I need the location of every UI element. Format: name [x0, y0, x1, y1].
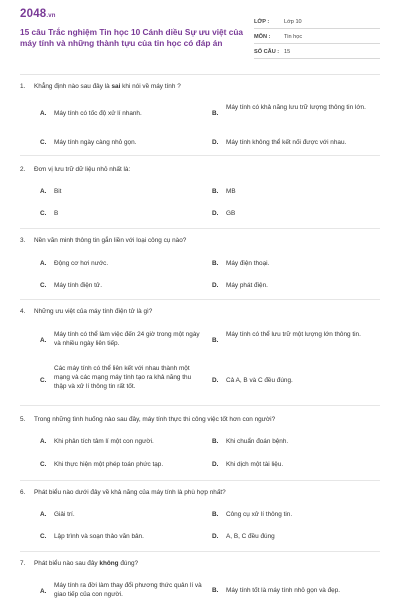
option-letter: A. [40, 188, 47, 195]
option-letter: B. [212, 438, 219, 445]
option-text: Máy tính có thể làm việc đến 24 giờ trong một ngày và nhiều ngày liên tiếp. [54, 331, 200, 347]
option-letter: A. [40, 337, 47, 344]
question-number: 3. [20, 237, 26, 244]
question-emphasis: không [99, 560, 119, 567]
question-divider [20, 480, 380, 481]
option-letter: B. [212, 110, 219, 117]
question-text: Trong những tình huống nào sau đây, máy tính thực thi công việc tốt hơn con người? [34, 416, 276, 423]
question-3-title [20, 236, 186, 245]
option-letter: C. [40, 139, 47, 146]
option-text: Máy tính ra đời làm thay đổi phương thức quản lí và giao tiếp của con người. [54, 582, 202, 598]
option-text: Máy tính có tốc độ xử lí nhanh. [54, 110, 142, 117]
meta-value: Lớp 10 [284, 19, 302, 25]
option-text: Lập trình và soạn thảo văn bản. [54, 533, 144, 540]
question-7-title [20, 559, 138, 568]
page-header [0, 0, 400, 72]
option-text: Máy phát điện. [226, 282, 268, 289]
option-text: Khi dịch một tài liệu. [226, 461, 284, 468]
option-letter: D. [212, 461, 219, 468]
option-letter: A. [40, 260, 47, 267]
question-6-title [20, 488, 226, 497]
option-text: Các máy tính có thể liên kết với nhau thành một mạng và các mạng máy tính tạo ra khả năng thu thập và xử lí thông tin rất tốt. [54, 365, 192, 390]
option-letter: B. [212, 337, 219, 344]
option-text: A, B, C đều đúng [226, 533, 275, 540]
option-letter: A. [40, 588, 47, 595]
meta-label: LỚP : [254, 19, 270, 25]
meta-value: 15 [284, 49, 291, 55]
question-5-title [20, 415, 275, 424]
question-number: 2. [20, 166, 26, 173]
question-divider [20, 228, 380, 229]
option-letter: C. [40, 533, 47, 540]
question-2-title [20, 165, 130, 174]
option-letter: C. [40, 461, 47, 468]
question-emphasis: sai [111, 83, 121, 90]
meta-label: SỐ CÂU : [254, 49, 280, 55]
option-letter: D. [212, 377, 219, 384]
question-number: 6. [20, 489, 26, 496]
question-number: 5. [20, 416, 26, 423]
option-text: Khi chuẩn đoán bệnh. [226, 438, 289, 445]
option-text: Công cụ xử lí thông tin. [226, 511, 293, 518]
question-number: 4. [20, 308, 26, 315]
option-letter: D. [212, 282, 219, 289]
meta-row-count [254, 46, 380, 59]
option-text: B [54, 210, 59, 217]
question-text-end: khi nói về máy tính ? [120, 83, 181, 90]
option-text: Khi thực hiện một phép toán phức tạp. [54, 461, 164, 468]
option-letter: B. [212, 587, 219, 594]
meta-panel [254, 16, 380, 61]
site-logo[interactable] [20, 8, 56, 20]
meta-label: MÔN : [254, 34, 271, 40]
option-letter: C. [40, 210, 47, 217]
option-text: Bit [54, 188, 62, 195]
question-number: 1. [20, 83, 26, 90]
option-letter: D. [212, 210, 219, 217]
logo-suffix: .vn [46, 13, 56, 19]
question-text: Những ưu việt của máy tính điện tử là gì? [34, 308, 153, 315]
option-text: Máy tính điện tử. [54, 282, 102, 289]
meta-row-subject [254, 31, 380, 44]
option-text: Máy tính có khả năng lưu trữ lượng thông tin lớn. [226, 104, 366, 111]
option-text: Máy tính không thể kết nối được với nhau. [226, 139, 347, 146]
option-letter: A. [40, 110, 47, 117]
option-text: Khi phân tích tâm lí một con người. [54, 438, 154, 445]
option-letter: C. [40, 282, 47, 289]
question-4-title [20, 307, 152, 316]
option-letter: D. [212, 533, 219, 540]
question-text: Phát biểu nào sau đây [34, 560, 100, 567]
option-letter: A. [40, 511, 47, 518]
option-text: GB [226, 210, 236, 217]
option-text: Cả A, B và C đều đúng. [226, 377, 293, 384]
option-text: Động cơ hơi nước. [54, 260, 109, 267]
option-text: Máy tính có thể lưu trữ một lượng lớn thông tin. [226, 331, 361, 338]
option-letter: B. [212, 511, 219, 518]
question-text: Đơn vị lưu trữ dữ liệu nhỏ nhất là: [34, 166, 131, 173]
question-1-title [20, 82, 181, 91]
question-text: Phát biểu nào dưới đây về khả năng của máy tính là phù hợp nhất? [34, 489, 226, 496]
question-divider [20, 551, 380, 552]
question-text: Nền văn minh thông tin gắn liền với loại công cụ nào? [34, 237, 187, 244]
option-text: Giải trí. [54, 511, 75, 518]
option-letter: B. [212, 188, 219, 195]
option-text: Máy tính ngày càng nhỏ gọn. [54, 139, 137, 146]
question-divider [20, 405, 380, 406]
question-number: 7. [20, 560, 26, 567]
option-letter: A. [40, 438, 47, 445]
meta-row-class [254, 16, 380, 29]
option-letter: C. [40, 377, 47, 384]
question-divider [20, 155, 380, 156]
meta-value: Tin học [284, 34, 303, 40]
option-letter: D. [212, 139, 219, 146]
header-divider [20, 74, 380, 75]
page-title: 15 câu Trắc nghiệm Tin học 10 Cánh diều Sự ưu việt của máy tính và những thành tựu của tin học có đáp án [20, 27, 244, 49]
option-text: Máy điện thoại. [226, 260, 270, 267]
option-text: Máy tính tốt là máy tính nhỏ gọn và đẹp. [226, 587, 341, 594]
option-text: MB [226, 188, 236, 195]
question-text-end: đúng? [118, 560, 139, 567]
question-divider [20, 299, 380, 300]
logo-text: 2048 [20, 8, 47, 20]
option-letter: B. [212, 260, 219, 267]
question-text: Khẳng định nào sau đây là [34, 83, 112, 90]
